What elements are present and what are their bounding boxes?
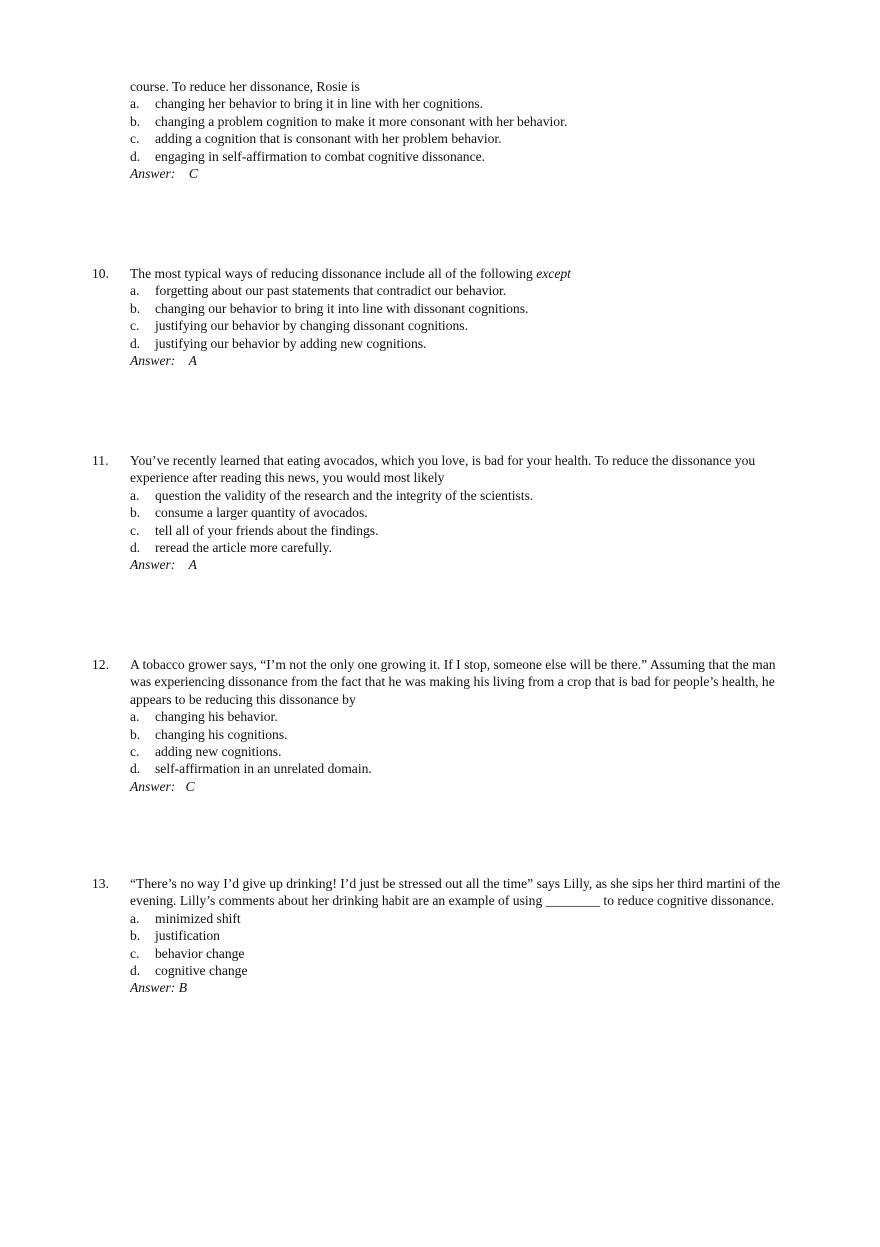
question-13 (92, 875, 792, 997)
answer-key: Answer: B (130, 980, 188, 996)
option-d: d. cognitive change (130, 963, 248, 979)
question-stem: A tobacco grower says, “I’m not the only one growing it. If I stop, someone else will be there.” Assuming that the man was experiencing dissonance from the fact that he was making his living from a crop that is bad for people’s health, he appears to be reducing this dissonance by (130, 657, 776, 707)
answer-key: Answer: A (130, 353, 197, 369)
option-a: a. forgetting about our past statements that contradict our behavior. (130, 283, 507, 299)
question-row (92, 875, 792, 910)
option-c: c. adding new cognitions. (130, 744, 282, 760)
option-b: b. consume a larger quantity of avocados. (130, 505, 368, 521)
option-c: c. justifying our behavior by changing dissonant cognitions. (130, 318, 468, 334)
answer-key: Answer: A (130, 557, 197, 573)
question-11 (92, 452, 792, 574)
question-row (92, 656, 792, 708)
question-number: 13. (92, 876, 109, 891)
option-c: c. tell all of your friends about the findings. (130, 522, 379, 538)
answer-key: Answer: C (130, 166, 198, 182)
question-12 (92, 656, 792, 795)
question-number: 12. (92, 657, 109, 672)
option-c: c. behavior change (130, 945, 245, 961)
option-c: c. adding a cognition that is consonant with her problem behavior. (130, 131, 502, 147)
question-10 (92, 265, 792, 369)
question-row (92, 452, 792, 487)
question-stem: course. To reduce her dissonance, Rosie is (130, 79, 360, 94)
option-d: d. self-affirmation in an unrelated domain. (130, 761, 372, 777)
option-b: b. changing a problem cognition to make it more consonant with her behavior. (130, 113, 568, 129)
option-b: b. justification (130, 928, 220, 944)
answer-key: Answer: C (130, 778, 195, 794)
option-a: a. changing her behavior to bring it in line with her cognitions. (130, 96, 484, 112)
option-a: a. question the validity of the research and the integrity of the scientists. (130, 487, 534, 503)
question-stem: The most typical ways of reducing dissonance include all of the following except (130, 266, 571, 281)
stem-emphasis: except (536, 266, 571, 281)
option-b: b. changing our behavior to bring it into line with dissonant cognitions. (130, 300, 529, 316)
question-row (92, 265, 792, 282)
option-d: d. engaging in self-affirmation to combat cognitive dissonance. (130, 148, 486, 164)
option-a: a. changing his behavior. (130, 709, 278, 725)
question-stem: “There’s no way I’d give up drinking! I’d just be stressed out all the time” says Lilly, as she sips her third martini of the evening. Lilly’s comments about her drinking habit are an example of using ________ to reduce cognitive dissonance. (130, 876, 781, 909)
option-d: d. reread the article more carefully. (130, 540, 332, 556)
question-stem: You’ve recently learned that eating avocados, which you love, is bad for your health. To reduce the dissonance you experience after reading this news, you would most likely (130, 453, 756, 486)
question-number: 11. (92, 453, 109, 468)
option-b: b. changing his cognitions. (130, 726, 288, 742)
continued-question (92, 78, 792, 182)
question-number: 10. (92, 266, 109, 281)
option-d: d. justifying our behavior by adding new cognitions. (130, 335, 427, 351)
option-a: a. minimized shift (130, 910, 241, 926)
